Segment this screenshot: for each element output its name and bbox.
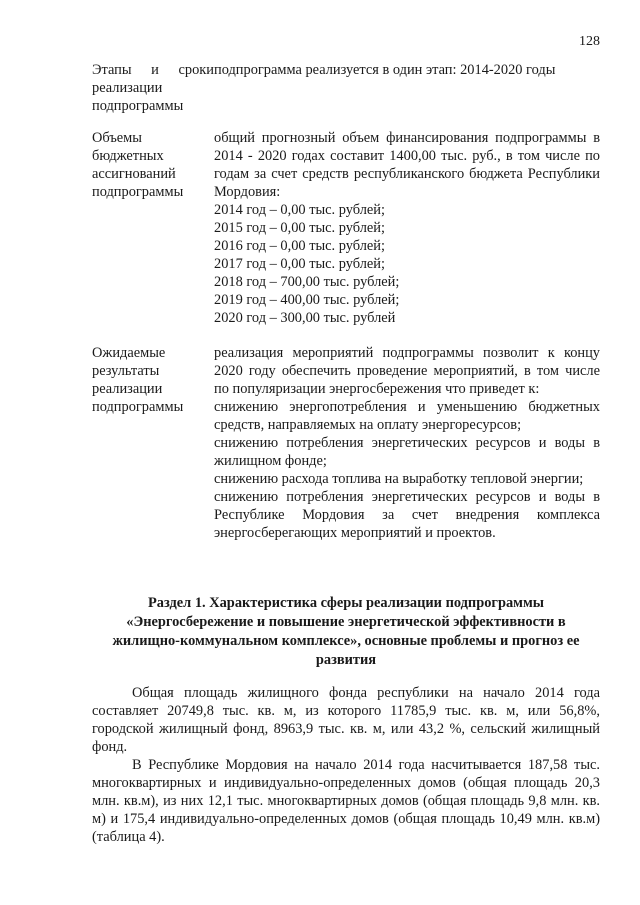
content-paragraph: снижению энергопотребления и уменьшению бюджетных средств, направляемых на оплату энергоресурсов; bbox=[214, 399, 600, 433]
label-line: реализации bbox=[92, 80, 163, 96]
row-label bbox=[92, 344, 214, 542]
label-line: результаты bbox=[92, 363, 160, 379]
heading-line: развития bbox=[315, 652, 377, 668]
content-paragraph: общий прогнозный объем финансирования подпрограммы в 2014 - 2020 годах составит 1400,00 тыс. руб., в том числе по годам за счет средств республиканского бюджета Республики Мордовия: bbox=[214, 130, 600, 200]
label-line: подпрограммы bbox=[92, 184, 184, 200]
label-line: подпрограммы bbox=[92, 399, 184, 415]
label-line: Ожидаемые bbox=[92, 345, 166, 361]
content-paragraph: снижению потребления энергетических ресурсов и воды в жилищном фонде; bbox=[214, 435, 600, 469]
content-paragraph: подпрограмма реализуется в один этап: 2014-2020 годы bbox=[214, 62, 556, 78]
section-heading bbox=[92, 594, 600, 670]
row-label bbox=[92, 129, 214, 327]
funding-year-line: 2014 год – 0,00 тыс. рублей; bbox=[214, 202, 385, 218]
passport-row-stages bbox=[92, 61, 600, 115]
row-label bbox=[92, 61, 214, 115]
funding-year-line: 2018 год – 700,00 тыс. рублей; bbox=[214, 274, 400, 290]
row-content bbox=[214, 129, 600, 327]
label-line: Этапы и сроки bbox=[92, 62, 214, 78]
funding-year-line: 2019 год – 400,00 тыс. рублей; bbox=[214, 292, 400, 308]
content-paragraph: реализация мероприятий подпрограммы позволит к концу 2020 году обеспечить проведение мероприятий, в том числе по популяризации энергосбережения что приведет к: bbox=[214, 345, 600, 397]
page-number: 128 bbox=[579, 34, 600, 49]
label-line: Объемы bbox=[92, 130, 142, 146]
content-paragraph: снижению потребления энергетических ресурсов и воды в Республике Мордовия за счет внедрения комплекса энергосберегающих мероприятий и проектов. bbox=[214, 489, 600, 541]
content-paragraph: снижению расхода топлива на выработку тепловой энергии; bbox=[214, 471, 584, 487]
row-content bbox=[214, 61, 600, 115]
body-text bbox=[92, 684, 600, 846]
passport-row-funding bbox=[92, 129, 600, 327]
funding-year-line: 2016 год – 0,00 тыс. рублей; bbox=[214, 238, 385, 254]
body-paragraph: В Республике Мордовия на начало 2014 года насчитывается 187,58 тыс. многоквартирных и индивидуально-определенных домов (общая площадь 20,3 млн. кв.м), из них 12,1 тыс. многоквартирных домов (общая площадь 9,8 млн. кв. м) и 175,4 индивидуально-определенных домов (общая площадь 10,49 млн. кв.м) (таблица 4). bbox=[92, 757, 600, 845]
passport-table bbox=[92, 61, 600, 554]
label-line: ассигнований bbox=[92, 166, 176, 182]
label-line: бюджетных bbox=[92, 148, 164, 164]
body-paragraph: Общая площадь жилищного фонда республики на начало 2014 года составляет 20749,8 тыс. кв. м, из которого 11785,9 тыс. кв. м, или 56,8%, городской жилищный фонд, 8963,9 тыс. кв. м, или 43,2 %, сельский жилищный фонд. bbox=[92, 685, 600, 755]
funding-year-line: 2020 год – 300,00 тыс. рублей bbox=[214, 310, 396, 326]
funding-year-line: 2015 год – 0,00 тыс. рублей; bbox=[214, 220, 385, 236]
passport-row-results bbox=[92, 344, 600, 542]
heading-line: Раздел 1. Характеристика сферы реализации подпрограммы bbox=[147, 595, 544, 611]
heading-line: жилищно-коммунальном комплексе», основные проблемы и прогноз ее bbox=[112, 633, 580, 649]
label-line: реализации bbox=[92, 381, 163, 397]
heading-line: «Энергосбережение и повышение энергетической эффективности в bbox=[126, 614, 566, 630]
row-content bbox=[214, 344, 600, 542]
label-line: подпрограммы bbox=[92, 98, 184, 114]
funding-year-line: 2017 год – 0,00 тыс. рублей; bbox=[214, 256, 385, 272]
